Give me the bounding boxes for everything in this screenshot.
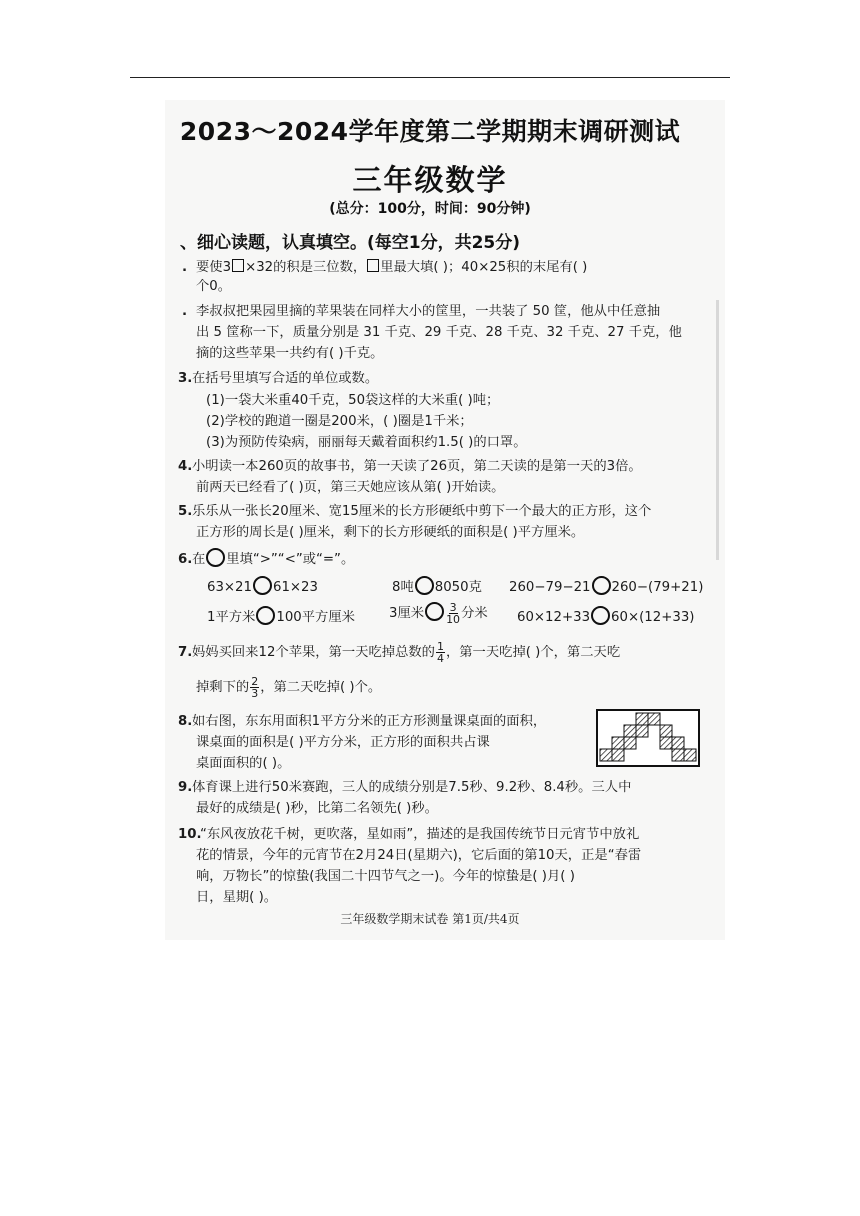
exam-subtitle: 三年级数学 [352, 163, 508, 197]
compare-circle-icon [206, 548, 225, 567]
q6-compare-2: 8吨 8050克 [392, 576, 482, 597]
q9-line2: 最好的成绩是( )秒，比第二名领先( )秒。 [196, 801, 438, 816]
q6-compare-4: 1平方米 100平方厘米 [207, 606, 355, 627]
compare-circle-icon [591, 606, 610, 625]
q7-line1: 7.妈妈买回来12个苹果，第一天吃掉总数的 $\frac{1}{4}$ ，第一天吃掉( )个，第二天吃 [178, 639, 621, 665]
q1-line1: . 要使3 ×32的积是三位数， 里最大填( )；40×25积的末尾有( ) [182, 260, 588, 275]
q10-line3: 响，万物长”的惊蛰(我国二十四节气之一)。今年的惊蛰是( )月( ) [196, 869, 575, 884]
q8-line2: 课桌面的面积是( )平方分米，正方形的面积共占课 [196, 735, 490, 750]
fraction: $\frac{2}{3}$ [251, 674, 259, 700]
q3-line4: (3)为预防传染病，丽丽每天戴着面积约1.5( )的口罩。 [206, 435, 527, 450]
fraction: $\frac{3}{10}$ [446, 600, 461, 626]
q3-line1: 3.在括号里填写合适的单位或数。 [178, 371, 379, 386]
q9-line1: 9.体育课上进行50米赛跑，三人的成绩分别是7.5秒、9.2秒、8.4秒。三人中 [178, 780, 632, 795]
desk-grid-figure [596, 709, 700, 767]
q8-line3: 桌面面积的( )。 [196, 756, 291, 771]
compare-circle-icon [415, 576, 434, 595]
q10-line1: 10.“东风夜放花千树，更吹落，星如雨”，描述的是我国传统节日元宵节中放礼 [178, 827, 640, 842]
exam-title: 2023～2024学年度第二学期期末调研测试 [179, 117, 681, 146]
q10-line2: 花的情景，今年的元宵节在2月24日(星期六)，它后面的第10天，正是“春雷 [196, 848, 642, 863]
q6-line1: 6.在 里填“>”“<”或“=”。 [178, 548, 354, 569]
top-rule [130, 77, 730, 78]
q3-line3: (2)学校的跑道一圈是200米，( )圈是1千米； [206, 414, 473, 429]
q3-line2: (1)一袋大米重40千克，50袋这样的大米重( )吨； [206, 393, 500, 408]
compare-circle-icon [592, 576, 611, 595]
q2-line2: 出 5 筐称一下，质量分别是 31 千克、29 千克、28 千克、32 千克、27 千克，他 [196, 325, 682, 340]
page-footer: 三年级数学期末试卷 第1页/共4页 [340, 912, 520, 926]
q10-line4: 日，星期( )。 [196, 890, 278, 905]
scan-edge-mark [716, 300, 719, 560]
compare-circle-icon [253, 576, 272, 595]
q5-line1: 5.乐乐从一张长20厘米、宽15厘米的长方形硬纸中剪下一个最大的正方形，这个 [178, 504, 652, 519]
q4-line2: 前两天已经看了( )页，第三天她应该从第( )开始读。 [196, 480, 505, 495]
q6-compare-1: 63×21 61×23 [207, 576, 318, 597]
q2-line1: . 李叔叔把果园里摘的苹果装在同样大小的筐里，一共装了 50 筐，他从中任意抽 [182, 304, 661, 319]
q6-compare-3: 260−79−21 260−(79+21) [509, 576, 703, 597]
q6-compare-6: 60×12+33 60×(12+33) [517, 606, 694, 627]
compare-circle-icon [256, 606, 275, 625]
section-heading: 、细心读题，认真填空。(每空1分，共25分) [180, 233, 521, 253]
q4-line1: 4.小明读一本260页的故事书，第一天读了26页，第二天读的是第一天的3倍。 [178, 459, 642, 474]
blank-box-icon [367, 259, 379, 272]
q1-line2: 个0。 [196, 279, 232, 294]
q5-line2: 正方形的周长是( )厘米，剩下的长方形硬纸的面积是( )平方厘米。 [196, 525, 585, 540]
score-info: (总分：100分，时间：90分钟) [329, 201, 531, 217]
compare-circle-icon [425, 602, 444, 621]
q8-line1: 8.如右图，东东用面积1平方分米的正方形测量课桌面的面积， [178, 714, 547, 729]
q6-compare-5: 3厘米 $\frac{3}{10}$ 分米 [389, 600, 488, 626]
blank-box-icon [232, 259, 244, 272]
q7-line2: 掉剩下的 $\frac{2}{3}$ ，第二天吃掉( )个。 [196, 674, 382, 700]
fraction: $\frac{1}{4}$ [436, 639, 444, 665]
q2-line3: 摘的这些苹果一共约有( )千克。 [196, 346, 384, 361]
